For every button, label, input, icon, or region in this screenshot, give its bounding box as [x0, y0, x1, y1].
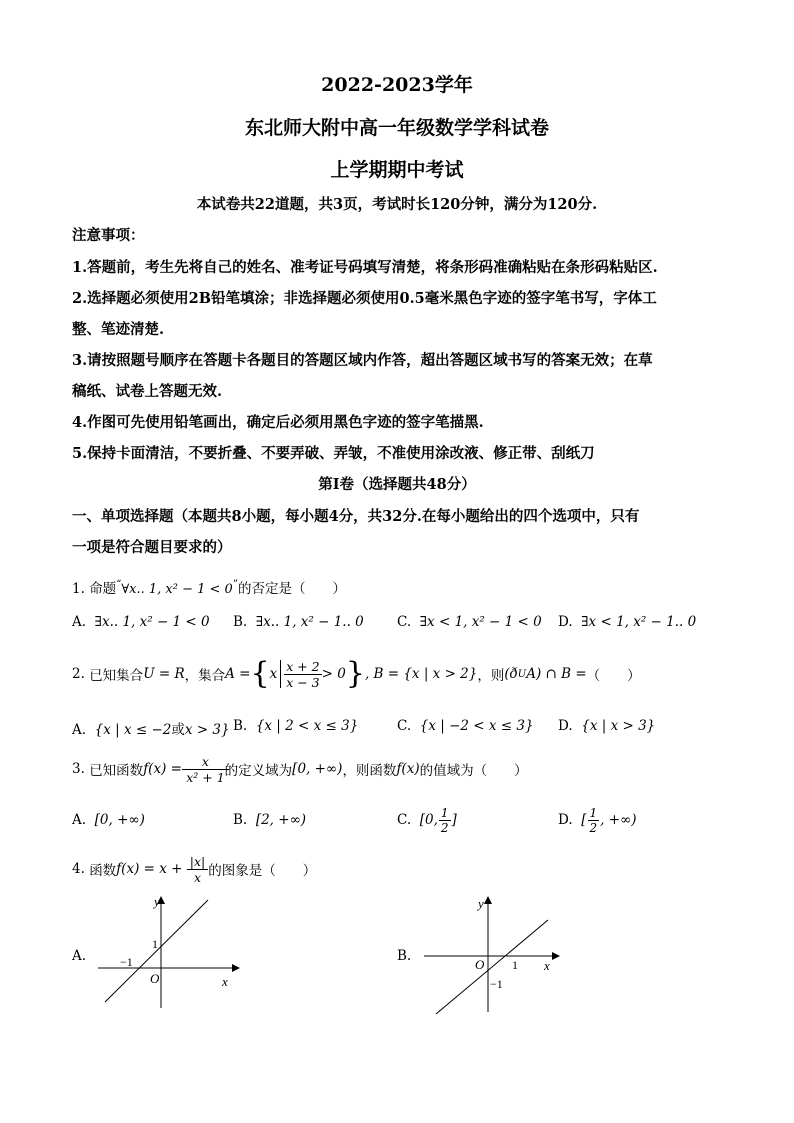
q4-fraction: $\frac{|x|}{x}$	[187, 854, 208, 885]
q1-option-a: A. ∃x.. 1, x² − 1 < 0	[72, 614, 210, 630]
question-number: 4.	[72, 861, 85, 877]
notice-item: 整、笔迹清楚.	[72, 321, 165, 338]
exam-title: 东北师大附中高一年级数学学科试卷	[244, 117, 549, 139]
question-number: 2.	[72, 666, 85, 682]
notice-item: 4.作图可先使用铅笔画出，确定后必须用黑色字迹的签字笔描黑.	[72, 414, 484, 431]
tick-label: −1	[490, 977, 503, 991]
origin-label: O	[150, 971, 160, 986]
q1-option-d: D. ∃x < 1, x² − 1.. 0	[558, 614, 697, 630]
q3-fraction: $\frac{x}{\text{x² + 1}}$	[186, 754, 224, 785]
q2-option-b: B. {x | 2 < x ≤ 3}	[233, 718, 359, 734]
tick-label: −1	[120, 955, 133, 969]
q1-option-c: C. ∃x < 1, x² − 1 < 0	[397, 614, 542, 630]
exam-session: 上学期期中考试	[330, 159, 464, 181]
q4-option-b-label: B.	[397, 948, 412, 964]
school-year: 2022-2023学年	[321, 74, 473, 96]
notice-item: 2.选择题必须使用2B铅笔填涂；非选择题必须使用0.5毫米黑色字迹的签字笔书写，字体工	[72, 290, 657, 307]
notice-item: 3.请按照题号顺序在答题卡各题目的答题区域内作答，超出答题区域书写的答案无效；在草	[72, 352, 653, 369]
question-4-stem: 4. 函数 f(x) = x + $\frac{|x|}{x}$ 的图象是（ ）	[72, 853, 317, 885]
tick-label: 1	[512, 958, 518, 972]
notice-heading: 注意事项：	[72, 227, 145, 244]
tick-label: 1	[152, 937, 158, 951]
q4-graph-a	[90, 890, 250, 1015]
question-1-stem: 1. 命题“∀x.. 1, x² − 1 < 0”的否定是（ ）	[72, 579, 346, 597]
q2-fraction: x + 2 x − 3	[286, 658, 320, 690]
q4-option-a-label: A.	[72, 948, 87, 964]
q1-option-b: B. ∃x.. 1, x² − 1.. 0	[233, 614, 364, 630]
x-axis-label: x	[544, 958, 550, 973]
exam-summary: 本试卷共22道题，共3页，考试时长120分钟，满分为120分.	[196, 196, 598, 213]
y-axis-label: y	[154, 894, 160, 909]
q3-option-c: C. [0, 1 2 ]	[397, 805, 457, 835]
y-axis-label: y	[478, 896, 484, 911]
q3-option-a: A. [0, +∞)	[72, 812, 145, 828]
question-3-stem: 3. 已知函数 f(x) = $\frac{x}{\text{x² + 1}}$ 的定义域为 [0, +∞) ，则函数 f(x) 的值域为（ ）	[72, 753, 528, 785]
notice-item: 5.保持卡面清洁，不要折叠、不要弄破、弄皱，不准使用涂改液、修正带、刮纸刀	[72, 445, 595, 462]
q2-option-d: D. {x | x > 3}	[558, 718, 656, 734]
q3-option-d: D. [ 1 2 , +∞)	[558, 805, 637, 835]
q1-proposition: ∀x.. 1, x² − 1 < 0	[121, 582, 233, 597]
q2-option-c: C. {x | −2 < x ≤ 3}	[397, 718, 534, 734]
section-heading-line1: 一、单项选择题（本题共8小题，每小题4分，共32分.在每小题给出的四个选项中，只有	[72, 508, 640, 525]
question-number: 1.	[72, 581, 85, 597]
q3-option-b: B. [2, +∞)	[233, 812, 307, 828]
notice-item: 稿纸、试卷上答题无效.	[72, 383, 223, 400]
part1-title: 第Ⅰ卷（选择题共48分）	[318, 476, 476, 493]
origin-label: O	[475, 957, 485, 972]
x-axis-label: x	[222, 974, 228, 989]
question-number: 3.	[72, 761, 85, 777]
section-heading-line2: 一项是符合题目要求的）	[72, 539, 232, 556]
question-2-stem: 2. 已知集合 U = R ，集合 A = { x x + 2 x − 3 > 0 } , B = {x | x > 2} ，则 (ð U A) ∩ B = （ ）	[72, 656, 641, 691]
notice-item: 1.答题前，考生先将自己的姓名、准考证号码填写清楚，将条形码准确粘贴在条形码粘贴区.	[72, 259, 658, 276]
q2-option-a: A. {x | x ≤ −2或x > 3}	[72, 722, 230, 738]
q4-graph-b	[418, 890, 568, 1020]
